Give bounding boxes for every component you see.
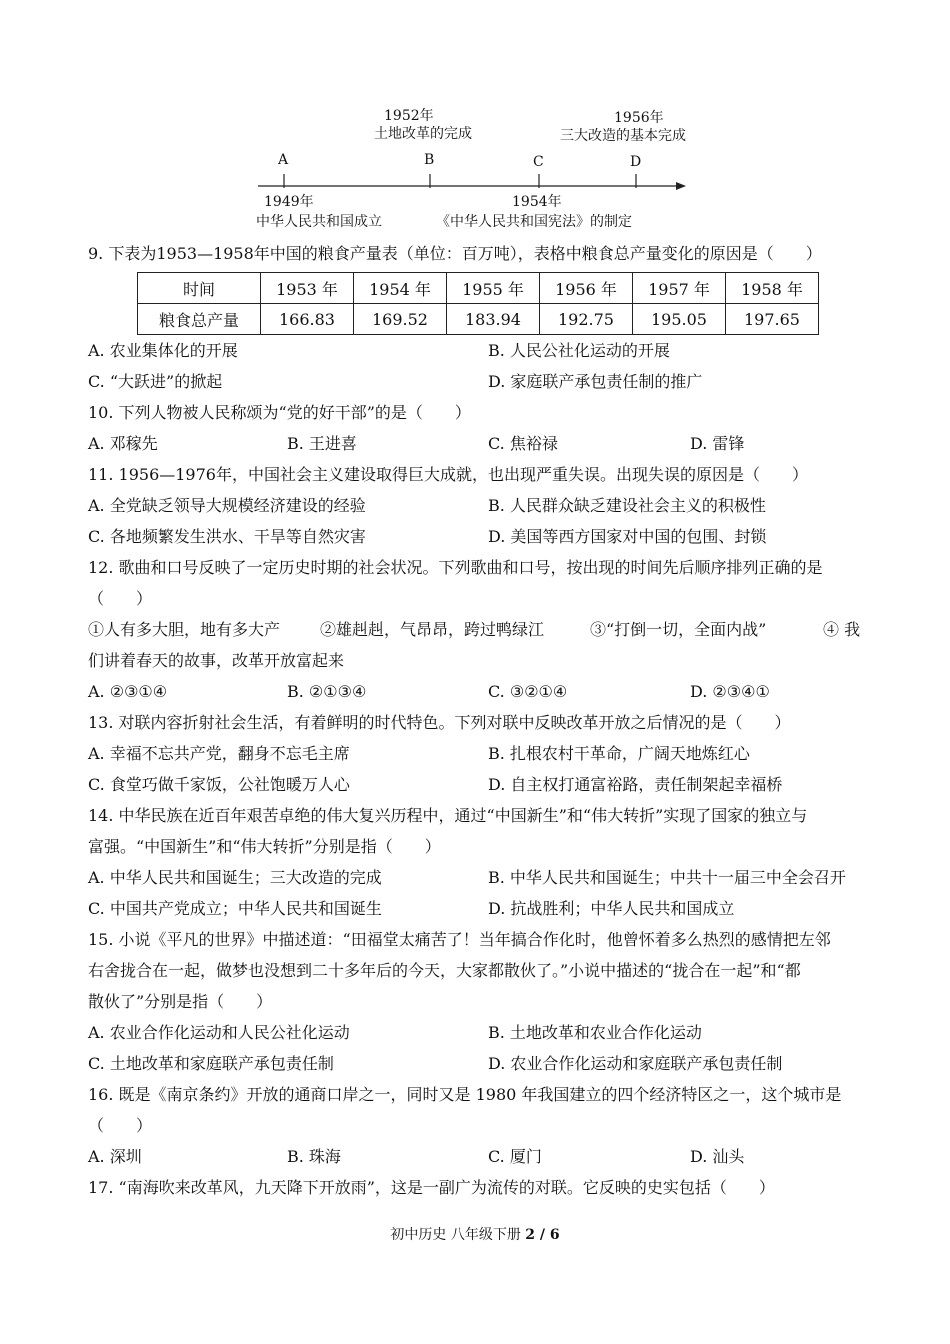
q11-option-b[interactable]: B. 人民群众缺乏建设社会主义的积极性 xyxy=(488,496,766,515)
page-number: 2 / 6 xyxy=(525,1227,560,1243)
table-cell: 166.83 xyxy=(261,304,354,335)
table-header-cell: 1957 年 xyxy=(633,273,726,304)
q15-option-a[interactable]: A. 农业合作化运动和人民公社化运动 xyxy=(88,1023,350,1042)
q11-stem: 11. 1956—1976年，中国社会主义建设取得巨大成就，也出现严重失误。出现失误的原因是（ ） xyxy=(88,465,808,484)
q11-option-a[interactable]: A. 全党缺乏领导大规模经济建设的经验 xyxy=(88,496,366,515)
q12-stem-cont: （ ） xyxy=(88,589,153,608)
q15-stem: 15. 小说《平凡的世界》中描述道：“田福堂太痛苦了！当年搞合作化时，他曾怀着多么热烈的感情把左邻 xyxy=(88,930,831,949)
q9-stem: 9. 下表为1953—1958年中国的粮食产量表（单位：百万吨），表格中粮食总产量变化的原因是（ ） xyxy=(88,244,822,263)
q15-option-c[interactable]: C. 土地改革和家庭联产承包责任制 xyxy=(88,1054,334,1073)
q17-stem: 17. “南海吹来改革风，九天降下开放雨”，这是一副广为流传的对联。它反映的史实包括（ ） xyxy=(88,1178,775,1197)
timeline-event-1952: 土地改革的完成 xyxy=(374,126,472,142)
q12-item-3: ③“打倒一切，全面内战” xyxy=(590,620,767,639)
q14-stem-cont: 富强。“中国新生”和“伟大转折”分别是指（ ） xyxy=(88,837,441,856)
q12-option-d[interactable]: D. ②③④① xyxy=(690,682,770,701)
q9-option-a[interactable]: A. 农业集体化的开展 xyxy=(88,341,238,360)
table-cell: 192.75 xyxy=(540,304,633,335)
q13-stem: 13. 对联内容折射社会生活，有着鲜明的时代特色。下列对联中反映改革开放之后情况的是（ ） xyxy=(88,713,791,732)
timeline-point-b: B xyxy=(424,152,435,168)
q15-stem-cont: 右舍拢合在一起，做梦也没想到二十多年后的今天，大家都散伙了。”小说中描述的“拢合在一起”和“都 xyxy=(88,961,801,980)
q12-item-1: ①人有多大胆，地有多大产 xyxy=(88,620,281,639)
q10-option-d[interactable]: D. 雷锋 xyxy=(690,434,745,453)
q13-option-d[interactable]: D. 自主权打通富裕路，责任制架起幸福桥 xyxy=(488,775,783,794)
table-cell: 197.65 xyxy=(726,304,819,335)
q16-stem: 16. 既是《南京条约》开放的通商口岸之一，同时又是 1980 年我国建立的四个经济特区之一，这个城市是 xyxy=(88,1085,842,1104)
q13-option-b[interactable]: B. 扎根农村干革命，广阔天地炼红心 xyxy=(488,744,750,763)
q10-option-a[interactable]: A. 邓稼先 xyxy=(88,434,158,453)
table-cell: 183.94 xyxy=(447,304,540,335)
q14-option-d[interactable]: D. 抗战胜利；中华人民共和国成立 xyxy=(488,899,735,918)
q9-option-d[interactable]: D. 家庭联产承包责任制的推广 xyxy=(488,372,703,391)
table-header-cell: 1953 年 xyxy=(261,273,354,304)
q12-item-4: ④ 我 xyxy=(823,620,861,639)
footer-subject: 初中历史 八年级下册 xyxy=(390,1227,521,1243)
timeline-point-c: C xyxy=(533,154,544,170)
q12-option-b[interactable]: B. ②①③④ xyxy=(287,682,367,701)
table-cell: 粮食总产量 xyxy=(138,304,261,335)
q11-option-d[interactable]: D. 美国等西方国家对中国的包围、封锁 xyxy=(488,527,767,546)
table-header-cell: 1955 年 xyxy=(447,273,540,304)
table-header-cell: 1954 年 xyxy=(354,273,447,304)
q10-option-b[interactable]: B. 王进喜 xyxy=(287,434,357,453)
q12-stem: 12. 歌曲和口号反映了一定历史时期的社会状况。下列歌曲和口号，按出现的时间先后顺序排列正确的是 xyxy=(88,558,823,577)
q13-option-c[interactable]: C. 食堂巧做千家饭，公社饱暖万人心 xyxy=(88,775,350,794)
q16-option-a[interactable]: A. 深圳 xyxy=(88,1147,142,1166)
table-header-cell: 时间 xyxy=(138,273,261,304)
table-row xyxy=(138,273,819,304)
q13-option-a[interactable]: A. 幸福不忘共产党，翻身不忘毛主席 xyxy=(88,744,350,763)
table-header-cell: 1958 年 xyxy=(726,273,819,304)
q12-option-c[interactable]: C. ③②①④ xyxy=(488,682,568,701)
q15-option-b[interactable]: B. 土地改革和农业合作化运动 xyxy=(488,1023,702,1042)
q9-option-c[interactable]: C. “大跃进”的掀起 xyxy=(88,372,223,391)
q11-option-c[interactable]: C. 各地频繁发生洪水、干旱等自然灾害 xyxy=(88,527,366,546)
timeline-year-1949: 1949年 xyxy=(264,194,314,210)
timeline-event-1954: 《中华人民共和国宪法》的制定 xyxy=(436,214,632,230)
table-cell: 195.05 xyxy=(633,304,726,335)
page-footer xyxy=(0,1224,950,1244)
q16-option-c[interactable]: C. 厦门 xyxy=(488,1147,542,1166)
q12-option-a[interactable]: A. ②③①④ xyxy=(88,682,168,701)
timeline-point-d: D xyxy=(630,154,642,170)
q15-option-d[interactable]: D. 农业合作化运动和家庭联产承包责任制 xyxy=(488,1054,783,1073)
timeline-year-1952: 1952年 xyxy=(384,108,434,124)
q9-option-b[interactable]: B. 人民公社化运动的开展 xyxy=(488,341,670,360)
q16-option-b[interactable]: B. 珠海 xyxy=(287,1147,341,1166)
timeline-year-1956: 1956年 xyxy=(614,110,664,126)
q14-stem: 14. 中华民族在近百年艰苦卓绝的伟大复兴历程中，通过“中国新生”和“伟大转折”实现了国家的独立与 xyxy=(88,806,808,825)
table-header-cell: 1956 年 xyxy=(540,273,633,304)
q12-item-2: ②雄赳赳，气昂昂，跨过鸭绿江 xyxy=(320,620,545,639)
q12-item-4-cont: 们讲着春天的故事，改革开放富起来 xyxy=(88,651,345,670)
table-cell: 169.52 xyxy=(354,304,447,335)
timeline-event-1949: 中华人民共和国成立 xyxy=(256,214,382,230)
grain-table xyxy=(137,272,819,335)
timeline-diagram xyxy=(250,108,700,238)
q16-stem-cont: （ ） xyxy=(88,1116,153,1135)
q15-stem-cont2: 散伙了”分别是指（ ） xyxy=(88,992,273,1011)
q14-option-a[interactable]: A. 中华人民共和国诞生；三大改造的完成 xyxy=(88,868,382,887)
q10-stem: 10. 下列人物被人民称颂为“党的好干部”的是（ ） xyxy=(88,403,471,422)
q14-option-c[interactable]: C. 中国共产党成立；中华人民共和国诞生 xyxy=(88,899,382,918)
timeline-year-1954: 1954年 xyxy=(512,194,562,210)
table-row xyxy=(138,304,819,335)
q10-option-c[interactable]: C. 焦裕禄 xyxy=(488,434,558,453)
q16-option-d[interactable]: D. 汕头 xyxy=(690,1147,745,1166)
timeline-point-a: A xyxy=(278,152,289,168)
timeline-event-1956: 三大改造的基本完成 xyxy=(560,128,686,144)
q14-option-b[interactable]: B. 中华人民共和国诞生；中共十一届三中全会召开 xyxy=(488,868,846,887)
